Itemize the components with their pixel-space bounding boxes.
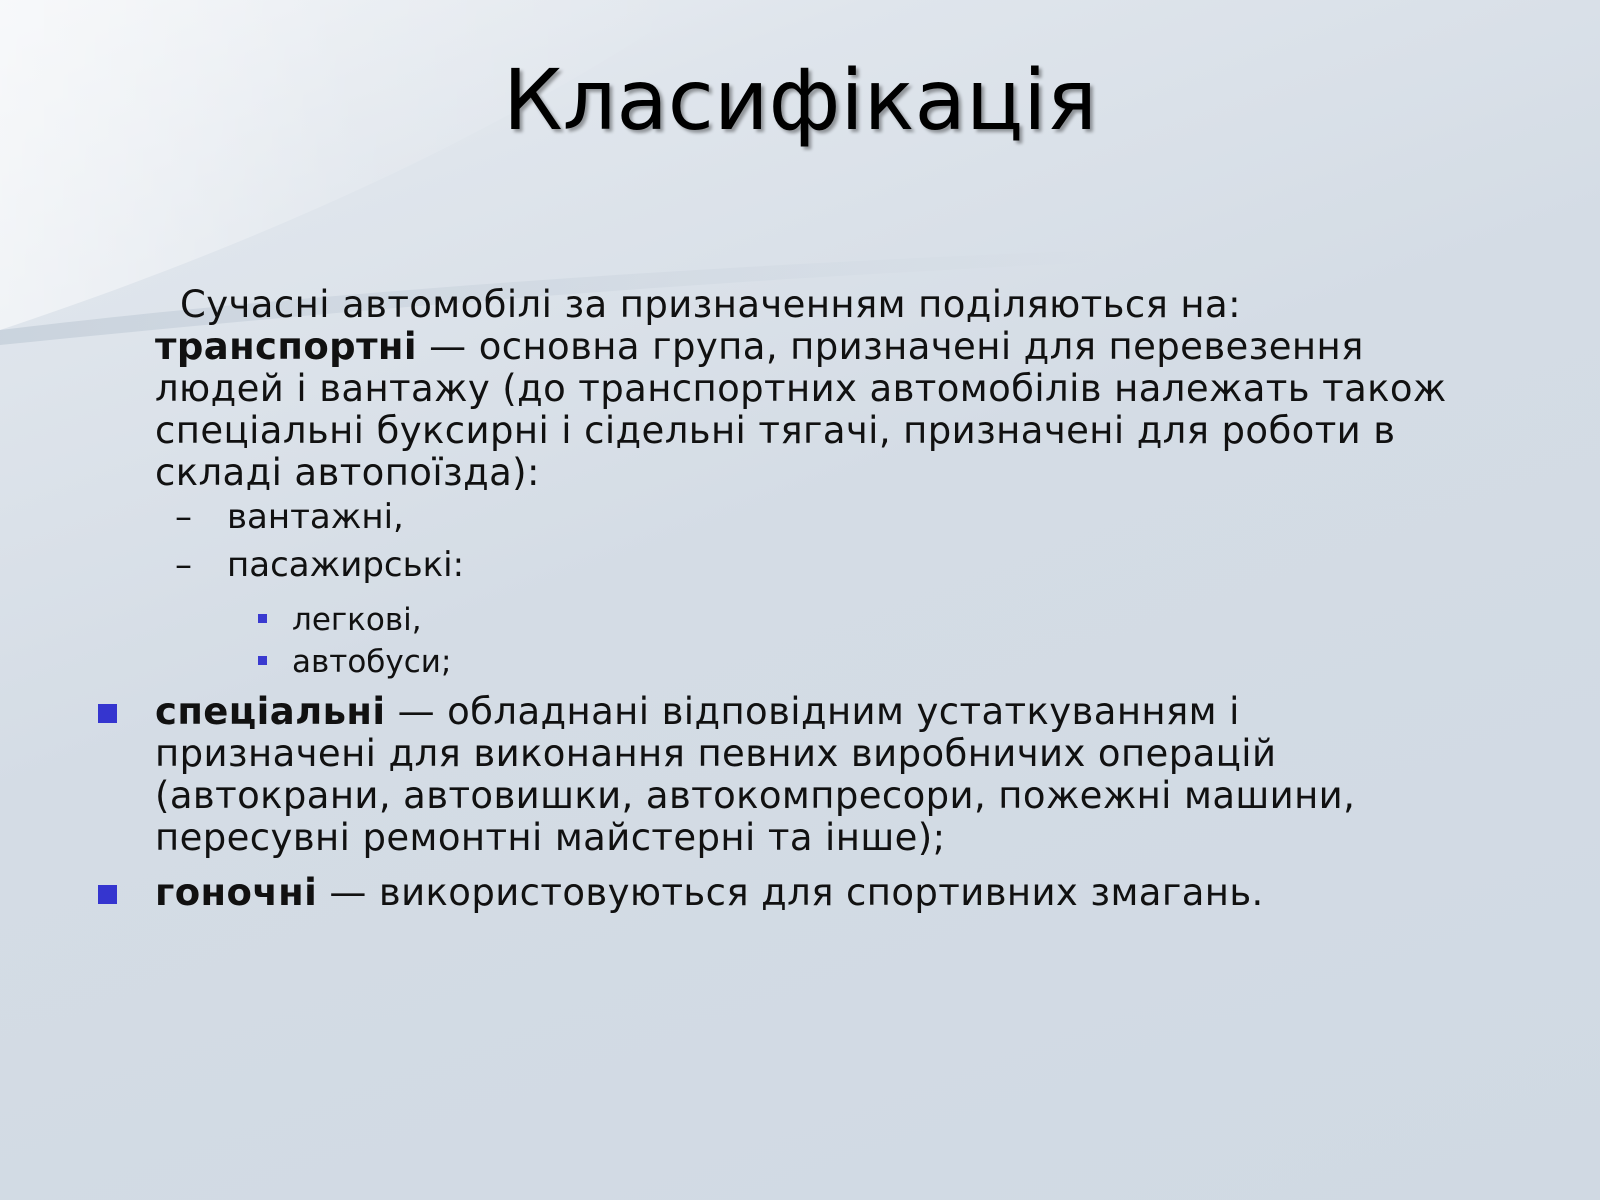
term-transport: транспортні	[155, 325, 417, 368]
dash-marker: –	[175, 497, 192, 537]
square-bullet-icon	[98, 704, 117, 723]
square-bullet-icon	[98, 885, 117, 904]
bullet-text	[155, 691, 1458, 859]
term-special: спеціальні	[155, 690, 386, 733]
list-item	[175, 545, 464, 585]
intro-paragraph	[155, 284, 1485, 494]
list-item-label: пасажирські:	[227, 545, 465, 585]
list-item-label: вантажні,	[227, 497, 404, 537]
square-bullet-icon	[258, 614, 267, 623]
square-bullet-icon	[258, 656, 267, 665]
bullet-racing	[98, 872, 1458, 914]
list-item	[175, 497, 404, 537]
term-racing: гоночні	[155, 871, 318, 914]
intro-definition	[155, 326, 1485, 494]
bullet-special	[98, 691, 1458, 859]
list-item	[258, 643, 451, 681]
bullet-text	[155, 872, 1458, 914]
special-description: — обладнані відповідним устаткуванням і призначені для виконання певних виробничих операцій (автокрани, автовишки, автокомпресори, пожежні машини, пересувні ремонтні майстерні та інше);	[155, 690, 1356, 859]
racing-description: — використовуються для спортивних змагань.	[317, 871, 1264, 914]
intro-lead: Сучасні автомобілі за призначенням поділяються на:	[180, 283, 1241, 326]
dash-marker: –	[175, 545, 192, 585]
list-item-label: легкові,	[292, 602, 422, 638]
list-item-label: автобуси;	[292, 644, 452, 680]
slide-title: Класифікація	[503, 51, 1097, 149]
transport-description: — основна група, призначені для перевезення людей і вантажу (до транспортних автомобілів належать також спеціальні буксирні і сідельні тягачі, призначені для роботи в складі автопоїзда):	[155, 325, 1447, 494]
list-item	[258, 601, 422, 639]
